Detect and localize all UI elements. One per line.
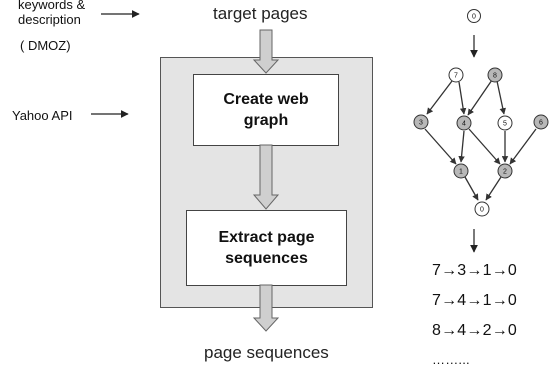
node-3: [414, 115, 428, 129]
svg-text:2: 2: [503, 168, 507, 176]
dmoz-label: ( DMOZ): [20, 38, 71, 53]
node-top-0: [468, 10, 481, 23]
page-sequences-label: page sequences: [204, 343, 329, 362]
edge-2-0: [486, 177, 501, 200]
node-1: [454, 164, 468, 178]
edge-4-1: [461, 131, 464, 162]
edge-7-3: [427, 81, 452, 114]
edge-8-4: [468, 80, 492, 115]
node-6: [534, 115, 548, 129]
svg-text:0: 0: [480, 206, 484, 214]
svg-text:0: 0: [472, 13, 476, 21]
keywords-line2: description: [18, 12, 81, 27]
node-4: [457, 116, 471, 130]
sequence-1: 7→3→1→0: [432, 262, 517, 279]
sequence-2: 7→4→1→0: [432, 292, 517, 309]
block-arrow-top: [254, 30, 278, 73]
edge-3-1: [425, 129, 456, 164]
svg-text:1: 1: [459, 168, 463, 176]
node-2: [498, 164, 512, 178]
edge-6-2: [510, 129, 536, 164]
svg-text:7: 7: [454, 72, 458, 80]
create-web-graph-line2: graph: [243, 112, 289, 129]
node-8: [488, 68, 502, 82]
yahoo-api-label: Yahoo API: [12, 108, 73, 123]
create-web-graph-line1: Create web: [223, 91, 309, 108]
edge-7-4: [459, 82, 464, 114]
svg-text:4: 4: [462, 120, 466, 128]
edge-8-5: [497, 81, 504, 114]
edge-1-0: [465, 177, 478, 200]
block-arrow-bottom: [254, 285, 278, 331]
extract-line2: sequences: [225, 250, 308, 267]
block-arrow-middle: [254, 145, 278, 209]
target-pages-label: target pages: [213, 4, 308, 23]
extract-line1: Extract page: [218, 229, 315, 246]
node-7: [449, 68, 463, 82]
sequence-ellipsis: ……...: [432, 352, 470, 367]
node-5: [498, 116, 512, 130]
svg-text:6: 6: [539, 119, 543, 127]
node-0: [475, 202, 489, 216]
edge-4-2: [469, 129, 500, 164]
svg-text:5: 5: [503, 120, 507, 128]
svg-text:8: 8: [493, 72, 497, 80]
sequence-3: 8→4→2→0: [432, 322, 517, 339]
keywords-line1: keywords &: [18, 0, 86, 12]
svg-text:3: 3: [419, 119, 423, 127]
